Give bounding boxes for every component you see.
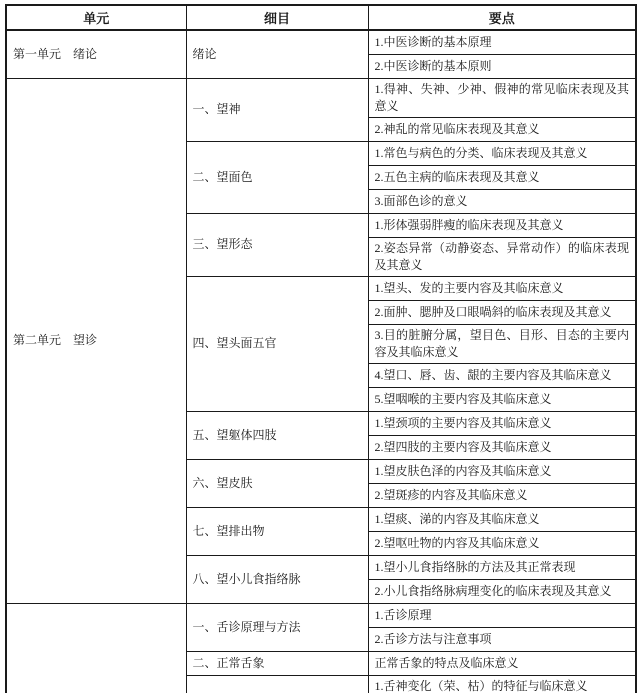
point-cell: 2.小儿食指络脉病理变化的临床表现及其意义 <box>368 579 636 603</box>
point-cell: 1.常色与病色的分类、临床表现及其意义 <box>368 141 636 165</box>
point-cell: 2.五色主病的临床表现及其意义 <box>368 165 636 189</box>
item-cell: 七、望排出物 <box>186 507 368 555</box>
point-cell: 1.望颈项的主要内容及其临床意义 <box>368 411 636 435</box>
point-cell: 2.望四肢的主要内容及其临床意义 <box>368 435 636 459</box>
point-cell: 4.望口、唇、齿、龈的主要内容及其临床意义 <box>368 363 636 387</box>
item-cell: 八、望小儿食指络脉 <box>186 555 368 603</box>
point-cell: 3.面部色诊的意义 <box>368 189 636 213</box>
point-cell: 2.姿态异常（动静姿态、异常动作）的临床表现及其意义 <box>368 237 636 276</box>
item-cell: 三、望形态 <box>186 213 368 276</box>
point-cell: 1.中医诊断的基本原理 <box>368 30 636 54</box>
item-cell: 六、望皮肤 <box>186 459 368 507</box>
point-cell: 1.望头、发的主要内容及其临床意义 <box>368 276 636 300</box>
point-cell: 2.中医诊断的基本原则 <box>368 54 636 78</box>
item-cell: 五、望躯体四肢 <box>186 411 368 459</box>
table-header <box>6 5 636 30</box>
point-cell: 1.舌神变化（荣、枯）的特征与临床意义 <box>368 675 636 693</box>
point-cell: 1.形体强弱胖瘦的临床表现及其意义 <box>368 213 636 237</box>
item-cell: 四、望头面五官 <box>186 276 368 411</box>
syllabus-table-body <box>6 30 636 693</box>
column-header-unit: 单元 <box>6 5 186 30</box>
item-cell: 一、望神 <box>186 78 368 141</box>
item-cell: 绪论 <box>186 30 368 78</box>
table-row <box>6 603 636 627</box>
item-cell: 二、望面色 <box>186 141 368 213</box>
table-row <box>6 78 636 117</box>
point-cell: 2.望斑疹的内容及其临床意义 <box>368 483 636 507</box>
item-cell: 二、正常舌象 <box>186 651 368 675</box>
item-cell: 一、舌诊原理与方法 <box>186 603 368 651</box>
point-cell: 1.望小儿食指络脉的方法及其正常表现 <box>368 555 636 579</box>
point-cell: 正常舌象的特点及临床意义 <box>368 651 636 675</box>
column-header-points: 要点 <box>368 5 636 30</box>
point-cell: 3.目的脏腑分属，望目色、目形、目态的主要内容及其临床意义 <box>368 324 636 363</box>
syllabus-table <box>5 4 637 693</box>
header-row <box>6 5 636 30</box>
item-cell <box>186 675 368 693</box>
point-cell: 2.望呕吐物的内容及其临床意义 <box>368 531 636 555</box>
point-cell: 5.望咽喉的主要内容及其临床意义 <box>368 387 636 411</box>
point-cell: 2.神乱的常见临床表现及其意义 <box>368 117 636 141</box>
table-row <box>6 30 636 54</box>
point-cell: 2.舌诊方法与注意事项 <box>368 627 636 651</box>
point-cell: 1.望皮肤色泽的内容及其临床意义 <box>368 459 636 483</box>
unit-cell: 第二单元 望诊 <box>6 78 186 603</box>
point-cell: 1.得神、失神、少神、假神的常见临床表现及其意义 <box>368 78 636 117</box>
unit-cell <box>6 603 186 693</box>
point-cell: 1.望痰、涕的内容及其临床意义 <box>368 507 636 531</box>
unit-cell: 第一单元 绪论 <box>6 30 186 78</box>
point-cell: 2.面肿、腮肿及口眼喎斜的临床表现及其意义 <box>368 300 636 324</box>
point-cell: 1.舌诊原理 <box>368 603 636 627</box>
column-header-item: 细目 <box>186 5 368 30</box>
